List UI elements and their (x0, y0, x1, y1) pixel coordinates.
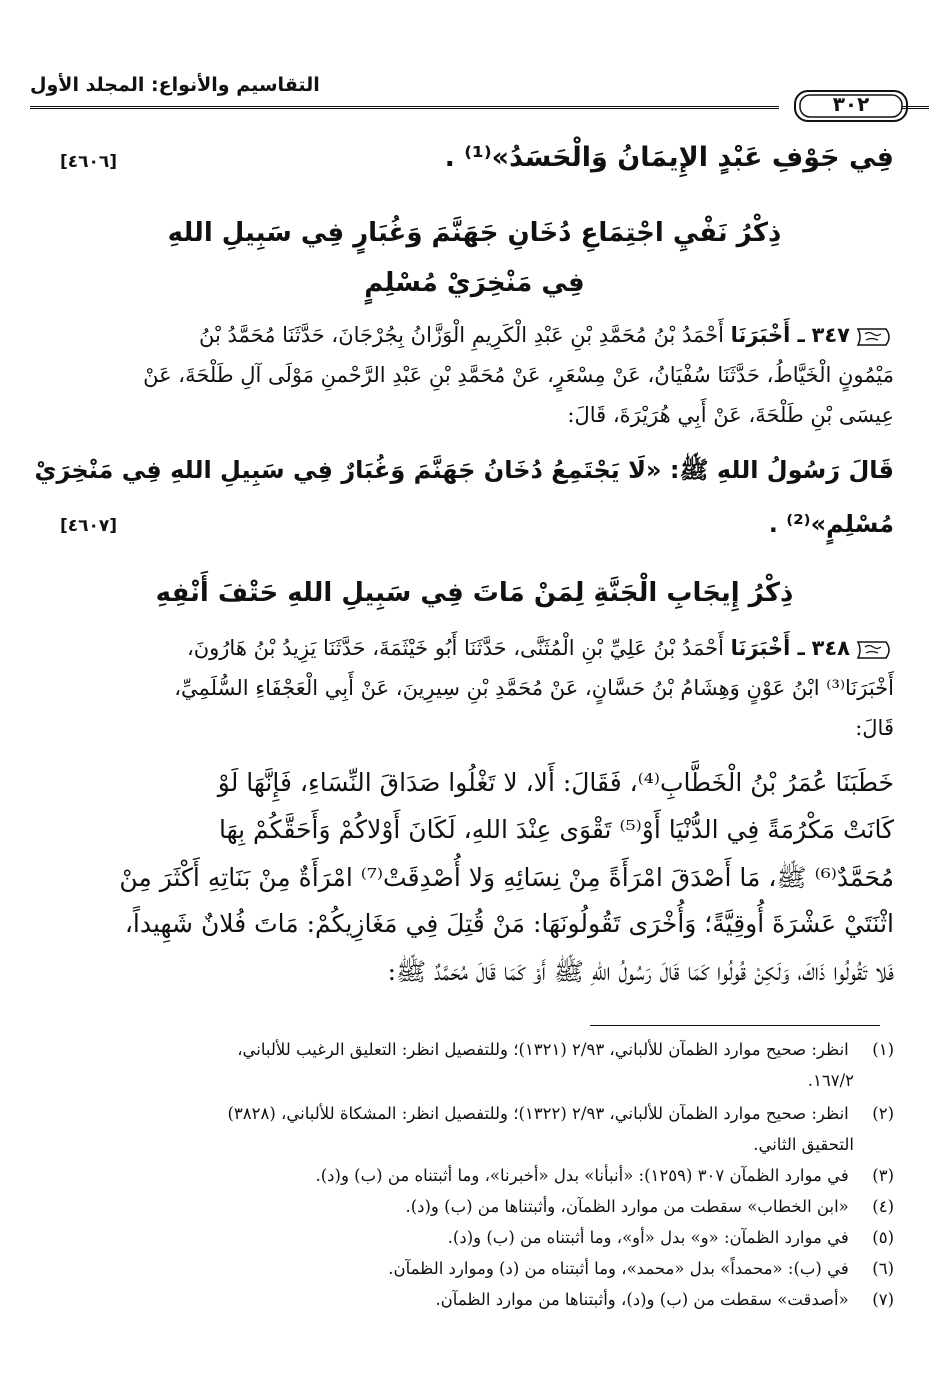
footnote-text: انظر: صحيح موارد الظمآن للألباني، ٢/٩٣ (١٣٢٢)؛ وللتفصيل انظر: المشكاة للألباني، (٣٨٢٨) (227, 1104, 849, 1123)
section-heading-continued: فِي مَنْخِرَيْ مُسْلِمٍ (364, 268, 585, 298)
footnote (40, 1290, 894, 1309)
hadith-badge-icon (856, 639, 894, 661)
isnad-line: مَيْمُونٍ الْخَيَّاطُ، حَدَّثَنَا سُفْيَانُ، عَنْ مِسْعَرٍ، عَنْ مُحَمَّدِ بْنِ عَبْدِ الرَّحْمنِ مَوْلَى آلِ طَلْحَةَ، عَنْ (143, 363, 894, 387)
page-number: ٣٠٢ (832, 92, 870, 116)
isnad-text: أَحْمَدُ بْنُ عَلِيِّ بْنِ الْمُثَنَّى، حَدَّثَنَا أَبُو خَيْثَمَةَ، حَدَّثَنَا يَزِيدُ بْنُ هَارُونَ، (186, 636, 724, 660)
footnote-text: في موارد الظمآن ٣٠٧ (١٢٥٩): «أنبأنا» بدل «أخبرنا»، وما أثبتناه من (ب) و(د). (315, 1166, 849, 1185)
matn-line: كَانَتْ مَكْرُمَةً فِي الدُّنْيَا أَوْ⁽⁵⁾ تَقْوَى عِنْدَ اللهِ، لَكَانَ أَوْلاكُمْ وَأَحَقَّكُمْ بِهَا (218, 815, 894, 844)
isnad-line: عِيسَى بْنِ طَلْحَةَ، عَنْ أَبِي هُرَيْرَةَ، قَالَ: (567, 403, 894, 427)
isnad-line: قَالَ: (855, 716, 894, 740)
hadith-number: ٣٤٧ (811, 323, 850, 347)
footnote-number: (١) (872, 1040, 894, 1059)
matn-line: قَالَ رَسُولُ اللهِ ﷺ: «لَا يَجْتَمِعُ دُخَانُ جَهَنَّمَ وَغُبَارٌ فِي سَبِيلِ اللهِ فِي مَنْخِرَيْ (34, 456, 894, 484)
footnote-number: (٥) (872, 1228, 894, 1247)
footnote-text: «ابن الخطاب» سقطت من موارد الظمآن، وأثبتناها من (ب) و(د). (405, 1197, 849, 1216)
continuation-line: فِي جَوْفِ عَبْدٍ الإِيمَانُ وَالْحَسَدُ»⁽¹⁾ . (444, 142, 894, 173)
footnote-text: في موارد الظمآن: «و» بدل «أو»، وما أثبتناه من (ب) و(د). (447, 1228, 849, 1247)
matn-line: فَلا تَقُولُوا ذَاكَ، وَلَكِنْ قُولُوا كَمَا قَالَ رَسُولُ اللهِ ﷺ أَوْ كَمَا قَالَ مُحَمَّدٌ ﷺ: (387, 957, 894, 986)
footnote (40, 1197, 894, 1216)
page-number-frame (791, 88, 911, 124)
reference-number: [٤٦٠٦] (60, 152, 118, 172)
isnad-text: أَحْمَدُ بْنُ مُحَمَّدِ بْنِ عَبْدِ الْكَرِيمِ الْوَزَّانُ بِجُرْجَانَ، حَدَّثَنَا مُحَمَّدُ بْنُ (199, 323, 724, 347)
footnote-text: انظر: صحيح موارد الظمآن للألباني، ٢/٩٣ (١٣٢١)؛ وللتفصيل انظر: التعليق الرغيب للألباني، (237, 1040, 849, 1059)
footnote (40, 1166, 894, 1185)
footnote-number: (٢) (872, 1104, 894, 1123)
matn-line: اثْنَتَيْ عَشْرَةَ أُوقِيَّةً؛ وَأُخْرَى تَقُولُونَهَا: مَنْ قُتِلَ فِي مَغَازِيكُمْ: مَاتَ فُلانٌ شَهِيداً، (124, 909, 894, 938)
akhbarana-label: ـ أَخْبَرَنَا (730, 636, 805, 660)
footnote (40, 1040, 894, 1059)
section-heading: ذِكْرُ إِيجَابِ الْجَنَّةِ لِمَنْ مَاتَ فِي سَبِيلِ اللهِ حَتْفَ أَنْفِهِ (155, 578, 794, 608)
section-heading: ذِكْرُ نَفْيِ اجْتِمَاعِ دُخَانِ جَهَنَّمَ وَغُبَارٍ فِي سَبِيلِ اللهِ (167, 218, 782, 248)
hadith-number: ٣٤٨ (811, 636, 850, 660)
footnote-separator (590, 1025, 880, 1026)
matn-line: خَطَبَنَا عُمَرُ بْنُ الْخَطَّابِ⁽⁴⁾، فَقَالَ: أَلا، لا تَغْلُوا صَدَاقَ النِّسَاءِ، فَإِنَّهَا لَوْ (217, 768, 894, 797)
footnote-text: في (ب): «محمداً» بدل «محمد»، وما أثبتناه من (د) وموارد الظمآن. (388, 1259, 849, 1278)
page-header (30, 66, 919, 126)
footnote-number: (٦) (872, 1259, 894, 1278)
footnote (40, 1104, 894, 1123)
footnote-text: «أصدقت» سقطت من (ب) و(د)، وأثبتناها من موارد الظمآن. (435, 1290, 849, 1309)
footnote-continuation: ١٦٧/٢. (807, 1071, 854, 1090)
hadith-badge-icon (856, 326, 894, 348)
matn-line: مُسْلِمٍ»⁽²⁾ . (768, 510, 894, 538)
isnad-line (55, 323, 894, 348)
akhbarana-label: ـ أَخْبَرَنَا (730, 323, 805, 347)
matn-line: مُحَمَّدٌ⁽⁶⁾ ﷺ، مَا أَصْدَقَ امْرَأَةً مِنْ نِسَائِهِ وَلا أُصْدِقَتْ⁽⁷⁾ امْرَأَةٌ مِنْ بَنَاتِهِ أَكْثَرَ مِنْ (119, 863, 894, 892)
isnad-line (55, 636, 894, 661)
footnote-number: (٣) (872, 1166, 894, 1185)
isnad-line: أَخْبَرَنَا⁽³⁾ ابْنُ عَوْنٍ وَهِشَامُ بْنُ حَسَّانٍ، عَنْ مُحَمَّدِ بْنِ سِيرِينَ، عَنْ أَبِي الْعَجْفَاءِ السُّلَمِيِّ، (174, 676, 894, 700)
footnote (40, 1228, 894, 1247)
footnote-number: (٧) (872, 1290, 894, 1309)
footnote-number: (٤) (872, 1197, 894, 1216)
running-title: التقاسيم والأنواع: المجلد الأول (30, 74, 320, 96)
header-rule (30, 106, 779, 113)
header-rule-right (901, 106, 929, 113)
reference-number: [٤٦٠٧] (60, 516, 118, 536)
footnote (40, 1259, 894, 1278)
footnote-continuation: التحقيق الثاني. (753, 1135, 854, 1154)
